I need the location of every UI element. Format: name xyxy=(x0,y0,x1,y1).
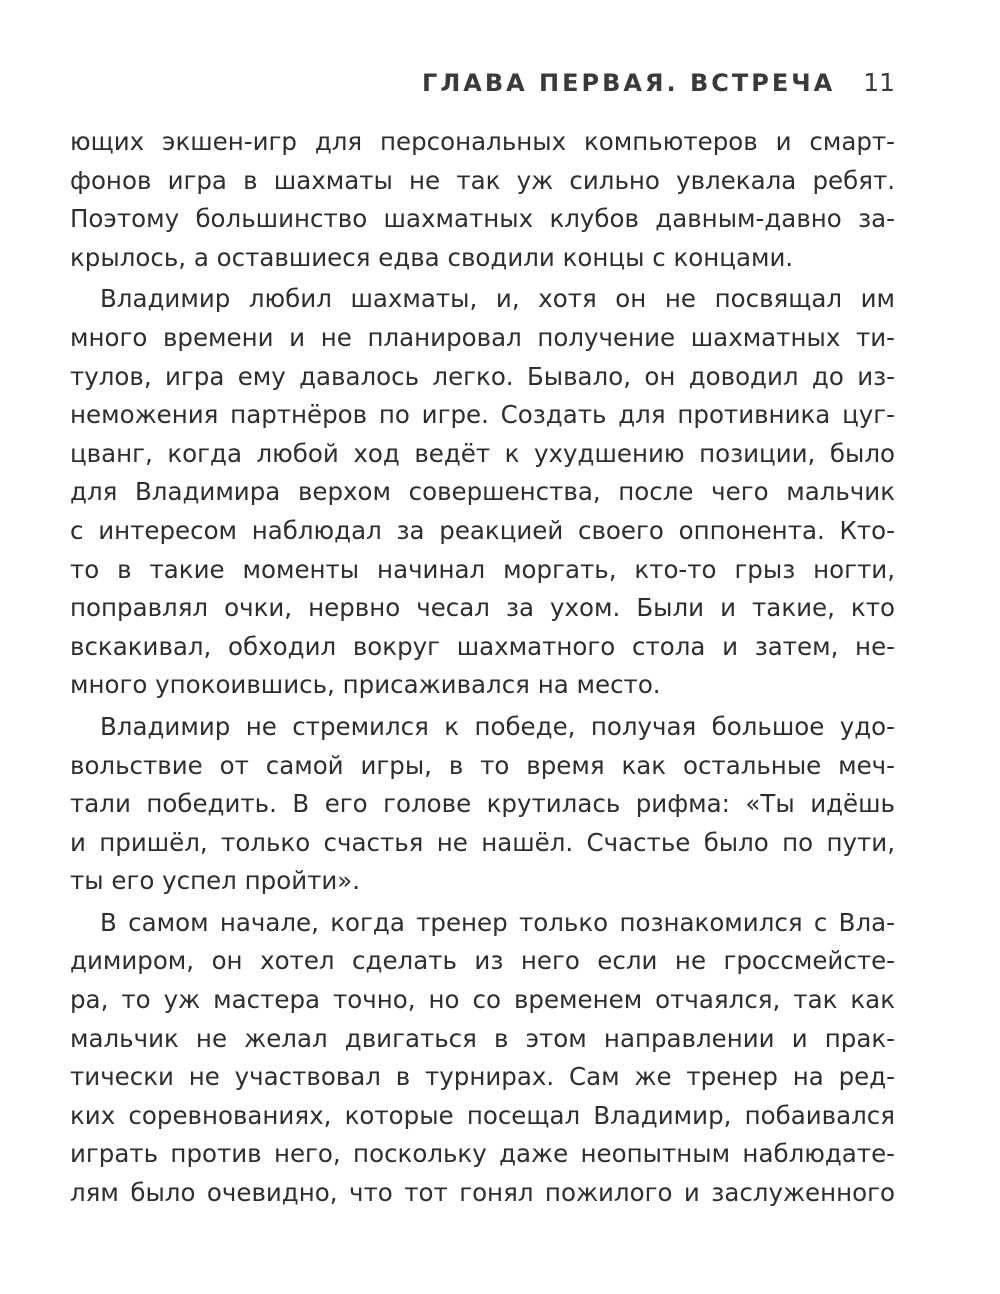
text-line: ра, то уж мастера точно, но со временем отчаялся, так как xyxy=(70,985,895,1015)
text-line: цванг, когда любой ход ведёт к ухудшению позиции, было xyxy=(70,438,895,468)
text-line: фонов игра в шахматы не так уж сильно увлекала ребят. xyxy=(70,165,895,195)
text-line: для Владимира верхом совершенства, после чего мальчик xyxy=(70,477,895,507)
text-line: играть против него, поскольку даже неопытным наблюдате- xyxy=(70,1139,895,1169)
text-line: лям было очевидно, что тот гонял пожилого и заслуженного xyxy=(70,1178,895,1208)
text-line: вольствие от самой игры, в то время как остальные меч- xyxy=(70,750,895,780)
text-line: тически не участвовал в турнирах. Сам же тренер на ред- xyxy=(70,1062,895,1092)
paragraph xyxy=(70,123,895,277)
chapter-title: ГЛАВА ПЕРВАЯ. ВСТРЕЧА xyxy=(422,69,836,97)
text-line: мальчик не желал двигаться в этом направлении и прак- xyxy=(70,1023,895,1053)
body-text xyxy=(70,123,895,1216)
text-line: ких соревнованиях, которые посещал Владимир, побаивался xyxy=(70,1100,895,1130)
text-line: то в такие моменты начинал моргать, кто-то грыз ногти, xyxy=(70,554,895,584)
text-line: тулов, игра ему давалось легко. Бывало, он доводил до из- xyxy=(70,361,895,391)
text-line: неможения партнёров по игре. Создать для противника цуг- xyxy=(70,400,895,430)
text-line: В самом начале, когда тренер только познакомился с Вла- xyxy=(100,907,895,937)
text-line: с интересом наблюдал за реакцией своего оппонента. Кто- xyxy=(70,515,895,545)
text-line: и пришёл, только счастья не нашёл. Счастье было по пути, xyxy=(70,827,895,857)
paragraph xyxy=(70,904,895,1213)
page-number: 11 xyxy=(863,68,895,97)
text-line: вскакивал, обходил вокруг шахматного стола и затем, не- xyxy=(70,631,895,661)
text-line: много времени и не планировал получение шахматных ти- xyxy=(70,322,895,352)
text-line: Владимир любил шахматы, и, хотя он не посвящал им xyxy=(100,284,895,314)
text-line: димиром, он хотел сделать из него если не гроссмейсте- xyxy=(70,946,895,976)
text-line: много упокоившись, присаживался на место. xyxy=(70,670,661,700)
text-line: ты его успел пройти». xyxy=(70,866,361,896)
text-line: Поэтому большинство шахматных клубов давным-давно за- xyxy=(70,204,895,234)
text-line: тали победить. В его голове крутилась рифма: «Ты идёшь xyxy=(70,789,895,819)
running-head xyxy=(70,68,895,102)
text-line: Владимир не стремился к победе, получая большое удо- xyxy=(100,711,895,741)
text-line: поправлял очки, нервно чесал за ухом. Были и такие, кто xyxy=(70,593,895,623)
text-line: ющих экшен-игр для персональных компьютеров и смарт- xyxy=(70,127,895,156)
paragraph xyxy=(70,708,895,901)
text-line: крылось, а оставшиеся едва сводили концы с концами. xyxy=(70,242,794,272)
paragraph xyxy=(70,280,895,705)
